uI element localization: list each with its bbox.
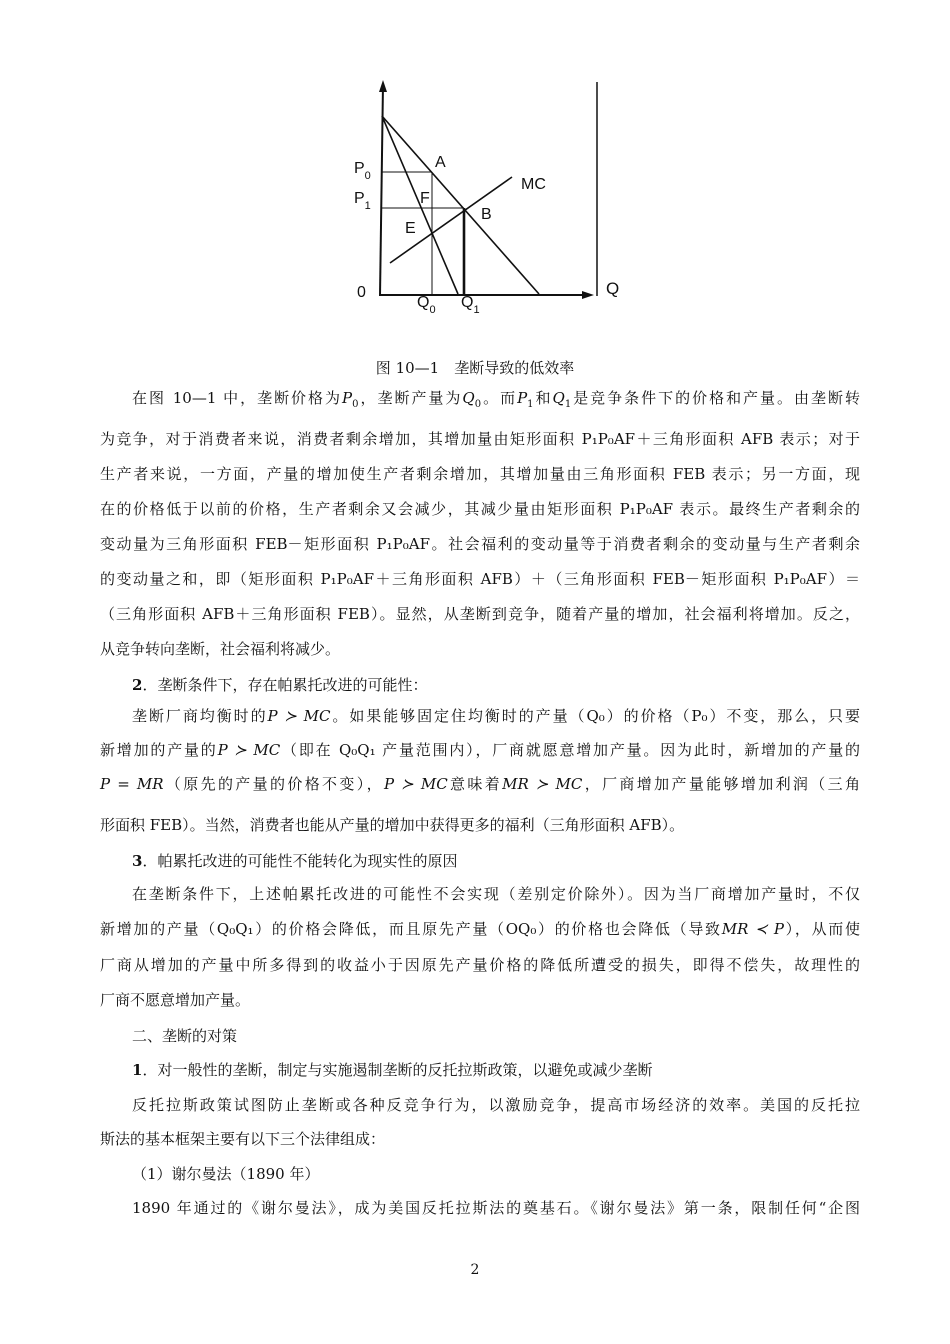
para1-line4: 在的价格低于以前的价格，生产者剩余又会减少，其减少量由矩形面积 P₁P₀AF 表示。最终生产者剩余的: [100, 500, 860, 518]
label-mc: MC: [521, 176, 546, 193]
label-b: B: [481, 206, 492, 223]
section3-line1: 在垄断条件下，上述帕累托改进的可能性不会实现（差别定价除外）。因为当厂商增加产量时，不仅: [132, 885, 860, 903]
section3-line4: 厂商不愿意增加产量。: [100, 991, 251, 1009]
section2-line2: 新增加的产量的P ≻ MC（即在 Q₀Q₁ 产量范围内），厂商就愿意增加产量。因为此时，新增加的产量的: [100, 741, 860, 759]
section3-line2: 新增加的产量（Q₀Q₁）的价格会降低，而且原先产量（OQ₀）的价格也会降低（导致MR ≺ P），从而使: [100, 920, 860, 938]
section3-heading: 3．帕累托改进的可能性不能转化为现实性的原因: [132, 852, 458, 870]
label-e: E: [405, 220, 416, 237]
section2-line3: P = MR（原先的产量的价格不变），P ≻ MC意味着MR ≻ MC，厂商增加产量能够增加利润（三角: [100, 775, 860, 793]
x-axis-arrow: [582, 291, 594, 299]
figure-caption: 图 10—1 垄断导致的低效率: [375, 359, 575, 377]
label-q1: $Q_1$: [461, 294, 480, 316]
para1-line6: 的变动量之和，即（矩形面积 P₁P₀AF＋三角形面积 AFB）＋（三角形面积 FEB－矩形面积 P₁P₀AF）＝: [100, 570, 860, 588]
demand-curve: [382, 116, 539, 294]
section-two-para2-line1: 1890 年通过的《谢尔曼法》，成为美国反托拉斯法的奠基石。《谢尔曼法》第一条，限制任何“企图: [132, 1199, 860, 1217]
section-two-para1-line1: 反托拉斯政策试图防止垄断或各种反竞争行为，以激励竞争，提高市场经济的效率。美国的反托拉: [132, 1096, 860, 1114]
y-axis-arrow: [379, 80, 387, 92]
section-two-title: 二、垄断的对策: [132, 1027, 238, 1045]
para1-line7: （三角形面积 AFB＋三角形面积 FEB）。显然，从垄断到竞争，随着产量的增加，社会福利将增加。反之，: [100, 605, 860, 623]
label-p1: $P_1$: [354, 190, 371, 212]
label-q0: $Q_0$: [417, 294, 436, 316]
section2-line4: 形面积 FEB）。当然，消费者也能从产量的增加中获得更多的福利（三角形面积 AFB）。: [100, 816, 685, 834]
section2-line1: 垄断厂商均衡时的P ≻ MC。如果能够固定住均衡时的产量（Q₀）的价格（P₀）不变，那么，只要: [132, 707, 860, 725]
monopoly-inefficiency-diagram: [340, 70, 640, 330]
section2-heading: 2．垄断条件下，存在帕累托改进的可能性：: [132, 676, 428, 694]
page-number: 2: [470, 1262, 480, 1278]
section-two-heading1: 1．对一般性的垄断，制定与实施遏制垄断的反托拉斯政策，以避免或减少垄断: [132, 1061, 653, 1079]
para1-line5: 变动量为三角形面积 FEB－矩形面积 P₁P₀AF。社会福利的变动量等于消费者剩余的变动量与生产者剩余: [100, 535, 860, 553]
label-origin: 0: [357, 284, 366, 301]
label-q-axis: Q: [606, 279, 620, 298]
para1-line2: 为竞争，对于消费者来说，消费者剩余增加，其增加量由矩形面积 P₁P₀AF＋三角形面积 AFB 表示；对于: [100, 430, 860, 448]
label-f: F: [420, 190, 430, 207]
para1-line3: 生产者来说，一方面，产量的增加使生产者剩余增加，其增加量由三角形面积 FEB 表示；另一方面，现: [100, 465, 860, 483]
section-two-para1-line2: 斯法的基本框架主要有以下三个法律组成：: [100, 1130, 386, 1148]
para1-line1: 在图 10—1 中，垄断价格为$P_0$，垄断产量为$Q_0$。而$P_1$和$Q_1$是竞争条件下的价格和产量。由垄断转: [132, 389, 860, 410]
section3-line3: 厂商从增加的产量中所多得到的收益小于因原先产量价格的降低所遭受的损失，即得不偿失，故理性的: [100, 956, 860, 974]
para1-line8: 从竞争转向垄断，社会福利将减少。: [100, 640, 341, 658]
label-p0: $P_0$: [354, 160, 371, 182]
label-a: A: [435, 154, 446, 171]
section-two-sub1: （1）谢尔曼法（1890 年）: [132, 1165, 320, 1183]
